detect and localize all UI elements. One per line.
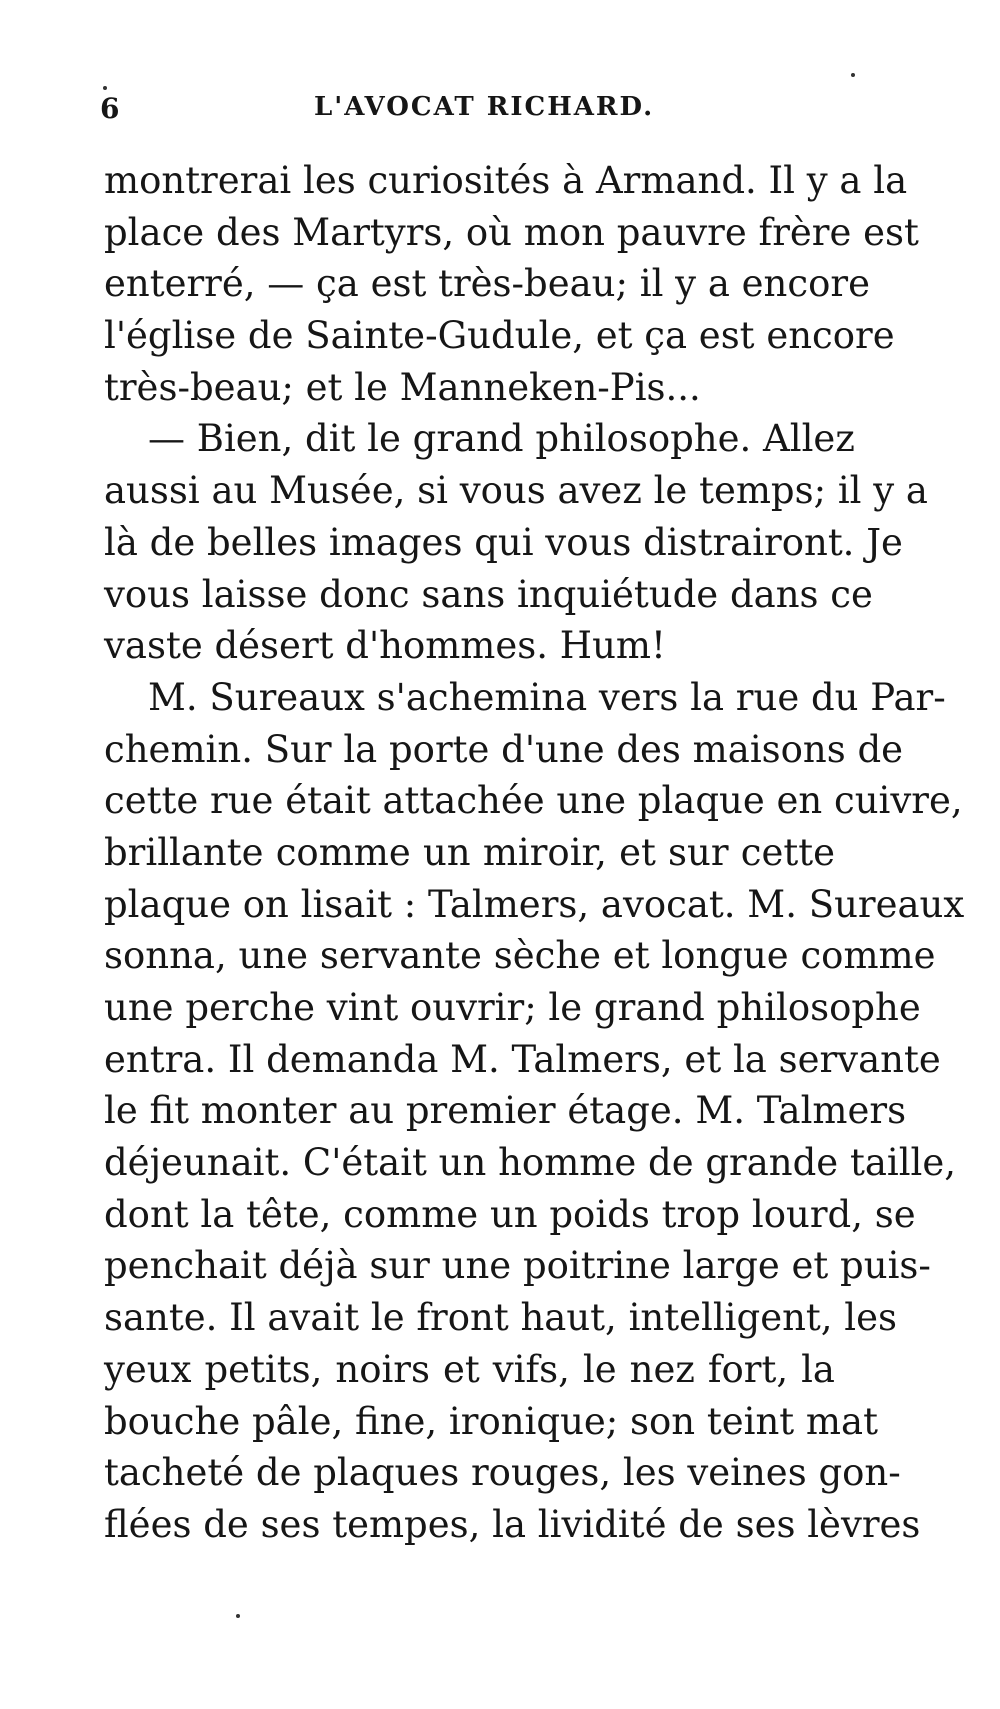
text-line: brillante comme un miroir, et sur cette	[104, 830, 835, 874]
text-line: aussi au Musée, si vous avez le temps; il y a	[104, 469, 928, 513]
text-line: plaque on lisait : Talmers, avocat. M. Sureaux	[104, 882, 965, 926]
text-line: chemin. Sur la porte d'une des maisons de	[104, 727, 904, 771]
text-line: une perche vint ouvrir; le grand philosophe	[104, 986, 921, 1029]
text-line: entra. Il demanda M. Talmers, et la servante	[104, 1037, 941, 1081]
print-speck	[103, 86, 107, 90]
text-line: dont la tête, comme un poids trop lourd, se	[104, 1192, 916, 1236]
print-speck	[851, 73, 855, 77]
page-number: 6	[100, 92, 121, 125]
text-line: tacheté de plaques rouges, les veines gon-	[104, 1451, 901, 1495]
print-speck	[236, 1614, 240, 1618]
text-line: vaste désert d'hommes. Hum!	[104, 624, 666, 668]
running-head	[100, 92, 790, 132]
text-line: l'église de Sainte-Gudule, et ça est encore	[104, 314, 895, 358]
text-line: bouche pâle, fine, ironique; son teint mat	[104, 1399, 878, 1443]
text-line: sante. Il avait le front haut, intelligent, les	[104, 1296, 898, 1340]
text-line: — Bien, dit le grand philosophe. Allez	[148, 417, 855, 461]
text-line: là de belles images qui vous distrairont. Je	[104, 520, 903, 564]
text-line: flées de ses tempes, la lividité de ses lèvres	[104, 1502, 921, 1546]
text-line: vous laisse donc sans inquiétude dans ce	[104, 572, 873, 616]
text-line: enterré, — ça est très-beau; il y a encore	[104, 262, 870, 306]
text-line: montrerai les curiosités à Armand. Il y a la	[104, 159, 908, 202]
text-line: très-beau; et le Manneken-Pis...	[104, 365, 701, 409]
text-line: place des Martyrs, où mon pauvre frère est	[104, 210, 919, 254]
text-line: déjeunait. C'était un homme de grande taille,	[104, 1141, 957, 1185]
text-line: yeux petits, noirs et vifs, le nez fort, la	[104, 1347, 835, 1391]
text-line: cette rue était attachée une plaque en cuivre,	[104, 779, 963, 823]
running-title: L'AVOCAT RICHARD.	[314, 92, 655, 122]
text-line: sonna, une servante sèche et longue comme	[104, 934, 936, 978]
body-text	[104, 155, 965, 1551]
text-line: le fit monter au premier étage. M. Talmers	[104, 1089, 907, 1133]
text-line: penchait déjà sur une poitrine large et puis-	[104, 1244, 931, 1288]
text-line: M. Sureaux s'achemina vers la rue du Par-	[148, 675, 946, 719]
